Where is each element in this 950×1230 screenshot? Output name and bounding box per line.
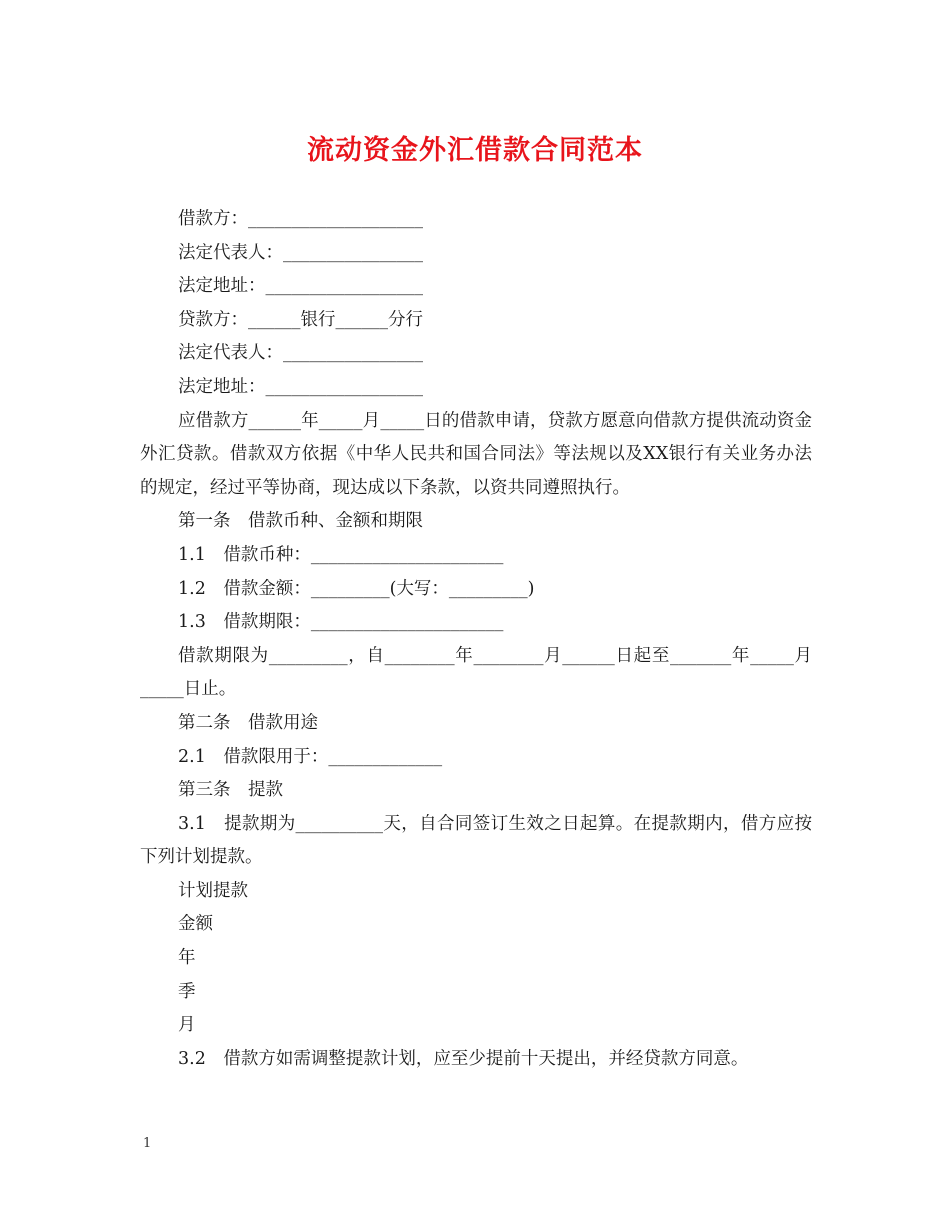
party-borrower-representative: 法定代表人：________________ xyxy=(178,242,423,263)
contract-body xyxy=(140,203,812,1076)
article-3-item-1: 3.1 提款期为__________天，自合同签订生效之日起算。在提款期内，借方应按下列计划提款。 xyxy=(140,813,812,868)
party-borrower: 借款方：____________________ xyxy=(178,209,423,229)
article-1-term: 借款期限为_________，自________年________月______日起至_______年_____月_____日止。 xyxy=(140,645,812,700)
plan-label-quarter: 季 xyxy=(178,981,196,1002)
article-1-currency: 1.1 借款币种：______________________ xyxy=(178,544,504,565)
party-lender-representative: 法定代表人：________________ xyxy=(178,343,423,364)
party-lender-address: 法定地址：__________________ xyxy=(178,376,423,397)
article-2-purpose: 2.1 借款限用于：_____________ xyxy=(178,746,443,767)
party-borrower-address: 法定地址：__________________ xyxy=(178,276,423,297)
article-3-item-2: 3.2 借款方如需调整提款计划，应至少提前十天提出，并经贷款方同意。 xyxy=(178,1048,749,1069)
page-number: 1 xyxy=(143,1136,152,1151)
article-1-amount: 1.2 借款金额：_________(大写：_________) xyxy=(178,578,535,599)
article-2-heading: 第二条 借款用途 xyxy=(178,712,318,733)
article-3-heading: 第三条 提款 xyxy=(178,780,283,801)
plan-label-plan: 计划提款 xyxy=(178,880,248,901)
intro-paragraph: 应借款方______年_____月_____日的借款申请，贷款方愿意向借款方提供流动资金外汇贷款。借款双方依据《中华人民共和国合同法》等法规以及XX银行有关业务办法的规定，经过平等协商，现达成以下条款，以资共同遵照执行。 xyxy=(140,410,812,498)
article-1-period: 1.3 借款期限：______________________ xyxy=(178,612,504,633)
plan-label-month: 月 xyxy=(178,1015,196,1036)
article-1-heading: 第一条 借款币种、金额和期限 xyxy=(178,511,423,532)
plan-label-amount: 金额 xyxy=(178,914,213,935)
document-title: 流动资金外汇借款合同范本 xyxy=(307,135,643,166)
party-lender: 贷款方：______银行______分行 xyxy=(178,309,423,330)
plan-label-year: 年 xyxy=(178,948,196,969)
